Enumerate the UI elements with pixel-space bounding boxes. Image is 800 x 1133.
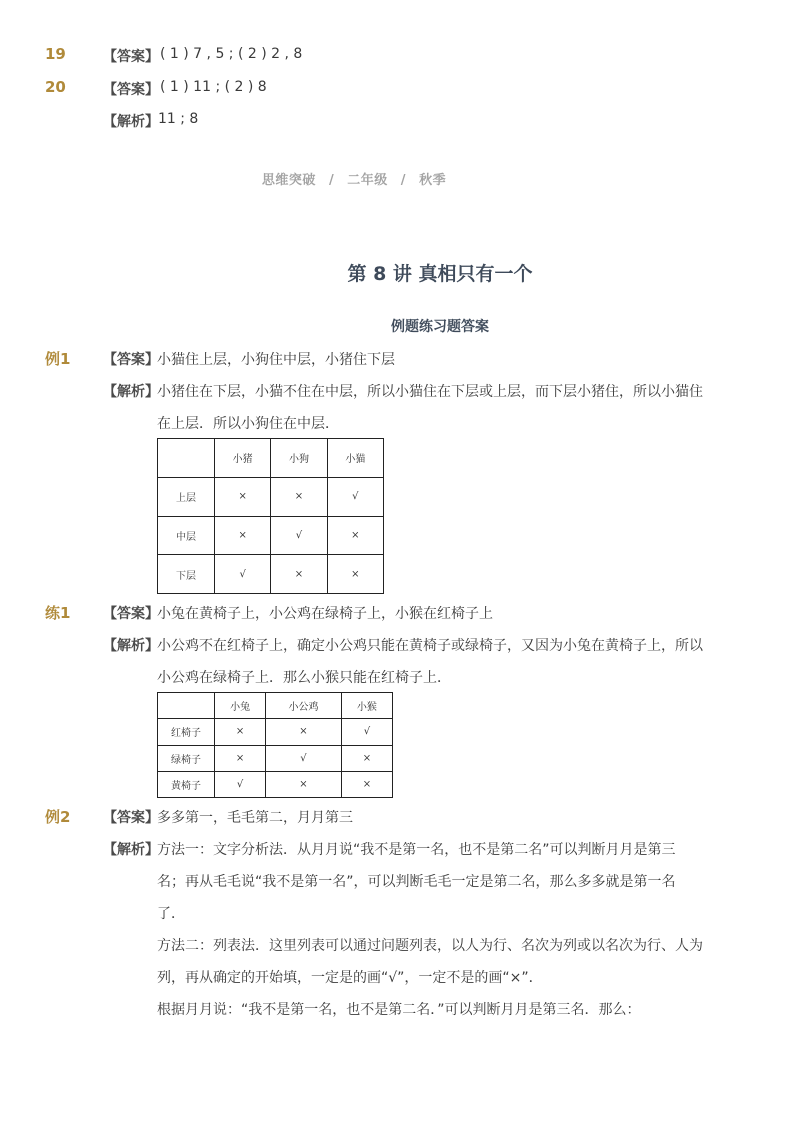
table-cell: × — [215, 745, 266, 771]
answer-label: 【答案】 — [103, 606, 159, 622]
footer-separator: / — [328, 173, 335, 188]
explanation-label: 【解析】 — [103, 842, 159, 858]
table-cell: √ — [215, 555, 271, 594]
table-header: 小猴 — [341, 693, 392, 719]
explanation-line: 列，再从确定的开始填，一定是的画“√”，一定不是的画“×”． — [157, 970, 543, 986]
page-footer — [0, 169, 708, 188]
table-cell: × — [341, 771, 392, 797]
explanation-line: 方法一：文字分析法．从月月说“我不是第一名，也不是第二名”可以判断月月是第三 — [157, 842, 676, 858]
answer-text: 多多第一，毛毛第二，月月第三 — [157, 810, 353, 826]
explanation-line: 方法二：列表法．这里列表可以通过问题列表，以人为行、名次为列或以名次为行、人为 — [157, 938, 703, 954]
table-row-header: 中层 — [158, 516, 215, 555]
table-row-header: 红椅子 — [158, 719, 215, 745]
explanation-text: 11 ; 8 — [158, 111, 199, 127]
answer-label: 【答案】 — [103, 810, 159, 826]
table-header: 小狗 — [271, 439, 327, 478]
answer-label: 【答案】 — [103, 352, 159, 368]
table-cell: √ — [271, 516, 327, 555]
explanation-line: 根据月月说：“我不是第一名，也不是第二名．”可以判断月月是第三名．那么： — [157, 1002, 641, 1018]
example-number: 例2 — [45, 808, 71, 826]
table-cell: × — [215, 477, 271, 516]
question-number-19: 19 — [45, 45, 66, 63]
footer-grade: 二年级 — [347, 173, 388, 188]
explanation-label: 【解析】 — [103, 638, 159, 654]
example1-table — [157, 438, 384, 594]
footer-course: 思维突破 — [261, 173, 316, 188]
section-subtitle: 例题练习题答案 — [391, 319, 489, 335]
table-cell: × — [271, 555, 327, 594]
table-header: 小猪 — [215, 439, 271, 478]
table-header: 小公鸡 — [266, 693, 342, 719]
table-row-header: 黄椅子 — [158, 771, 215, 797]
footer-term: 秋季 — [419, 173, 447, 188]
answer-text: ( 1 ) 7 , 5 ; ( 2 ) 2 , 8 — [160, 46, 303, 62]
answer-text: ( 1 ) 11 ; ( 2 ) 8 — [160, 79, 267, 95]
table-cell: × — [327, 516, 383, 555]
question-number-20: 20 — [45, 78, 66, 96]
explanation-label: 【解析】 — [103, 114, 159, 130]
table-header: 小猫 — [327, 439, 383, 478]
table-cell: √ — [327, 477, 383, 516]
table-cell: √ — [215, 771, 266, 797]
table-cell: × — [341, 745, 392, 771]
practice1-table — [157, 692, 393, 798]
table-cell: × — [327, 555, 383, 594]
explanation-line: 小公鸡不在红椅子上，确定小公鸡只能在黄椅子或绿椅子，又因为小兔在黄椅子上，所以 — [157, 638, 703, 654]
table-cell: √ — [341, 719, 392, 745]
table-cell: × — [215, 516, 271, 555]
explanation-line: 了． — [157, 906, 185, 922]
explanation-line: 名；再从毛毛说“我不是第一名”，可以判断毛毛一定是第二名，那么多多就是第一名 — [157, 874, 676, 890]
answer-text: 小兔在黄椅子上，小公鸡在绿椅子上，小猴在红椅子上 — [157, 606, 493, 622]
table-cell — [158, 693, 215, 719]
table-header: 小兔 — [215, 693, 266, 719]
explanation-line: 小公鸡在绿椅子上．那么小猴只能在红椅子上． — [157, 670, 451, 686]
table-row-header: 下层 — [158, 555, 215, 594]
explanation-line: 小猪住在下层，小猫不住在中层，所以小猫住在下层或上层，而下层小猪住，所以小猫住 — [157, 384, 703, 400]
table-cell: × — [266, 771, 342, 797]
table-cell — [158, 439, 215, 478]
table-cell: × — [271, 477, 327, 516]
explanation-line: 在上层．所以小狗住在中层． — [157, 416, 339, 432]
answer-label: 【答案】 — [103, 82, 159, 98]
lecture-title: 第 8 讲 真相只有一个 — [347, 263, 533, 285]
table-cell: × — [215, 719, 266, 745]
answer-label: 【答案】 — [103, 49, 159, 65]
table-row-header: 绿椅子 — [158, 745, 215, 771]
table-cell: √ — [266, 745, 342, 771]
answer-text: 小猫住上层，小狗住中层，小猪住下层 — [157, 352, 395, 368]
table-row-header: 上层 — [158, 477, 215, 516]
explanation-label: 【解析】 — [103, 384, 159, 400]
footer-separator: / — [400, 173, 407, 188]
example-number: 例1 — [45, 350, 71, 368]
practice-number: 练1 — [45, 604, 71, 622]
table-cell: × — [266, 719, 342, 745]
